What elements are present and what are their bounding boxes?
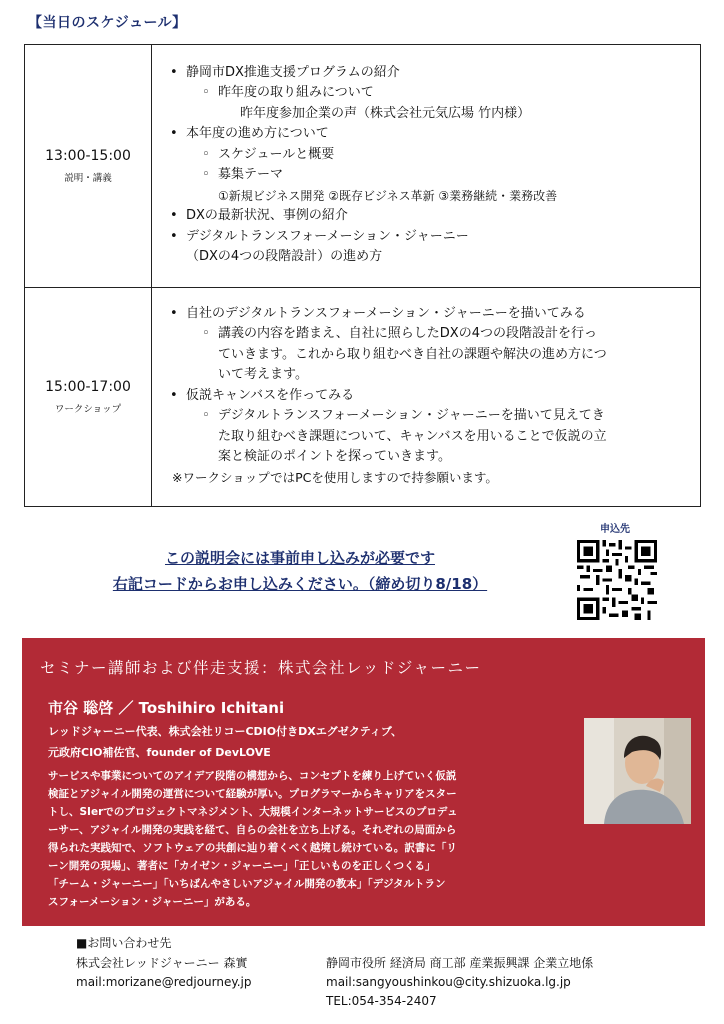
time-cell bbox=[25, 288, 152, 507]
speaker-role-line-2: 元政府CIO補佐官、founder of DevLOVE bbox=[48, 746, 271, 759]
contact-org: 株式会社レッドジャーニー 森實 bbox=[76, 956, 248, 970]
bio-line: 検証とアジャイル開発の運営について経験が厚い。プログラマーからキャリアをスター bbox=[48, 788, 457, 800]
session-type: 説明・講義 bbox=[64, 173, 112, 184]
contact-org: 静岡市役所 経済局 商工部 産業振興課 企業立地係 bbox=[326, 956, 594, 970]
list-item: ◦ スケジュールと概要 bbox=[168, 145, 690, 166]
bio-line: ーン開発の現場」、著者に「カイゼン・ジャーニー」「正しいものを正しくつくる」 bbox=[48, 860, 436, 872]
list-item: ◦ 募集テーマ bbox=[168, 165, 690, 186]
speaker-panel bbox=[22, 638, 705, 926]
list-item-continuation: （DXの4つの段階設計）の進め方 bbox=[186, 249, 383, 264]
qr-code[interactable] bbox=[577, 540, 657, 620]
list-item: • 仮説キャンバスを作ってみる bbox=[168, 386, 690, 407]
list-item-continuation: ①新規ビジネス開発 ②既存ビジネス革新 ③業務継続・業務改善 bbox=[218, 188, 558, 203]
contact-mail-link[interactable]: mail:sangyoushinkou@city.shizuoka.lg.jp bbox=[326, 975, 571, 989]
list-item: • 静岡市DX推進支援プログラムの紹介 bbox=[168, 63, 690, 84]
bio-line: 得られた実践知で、ソフトウェアの共創に辿り着くべく越境し続けている。訳書に「リ bbox=[48, 842, 457, 854]
schedule-table bbox=[24, 44, 701, 507]
speaker-name: 市谷 聡啓 ／ Toshihiro Ichitani bbox=[48, 699, 285, 717]
schedule-row-lecture bbox=[25, 45, 701, 288]
speaker-photo bbox=[584, 718, 691, 824]
time-range: 15:00-17:00 bbox=[45, 379, 131, 395]
bio-line: スフォーメーション・ジャーニー」がある。 bbox=[48, 896, 257, 908]
list-item: ◦ デジタルトランスフォーメーション・ジャーニーを描いて見えてき bbox=[168, 406, 690, 427]
list-item: • デジタルトランスフォーメーション・ジャーニー bbox=[168, 227, 690, 248]
contact-heading: ■お問い合わせ先 bbox=[76, 936, 172, 950]
contact-redjourney bbox=[76, 954, 252, 992]
bio-line: トし、SIerでのプロジェクトマネジメント、大規模インターネットサービスのプロデュ bbox=[48, 806, 458, 818]
note: ※ワークショップではPCを使用しますので持参願います。 bbox=[172, 469, 498, 485]
cta-line-2: 右記コードからお申し込みください。（締め切り8/18） bbox=[112, 575, 488, 593]
list-item-continuation: た取り組むべき課題について、キャンバスを用いることで仮説の立 bbox=[218, 428, 607, 444]
schedule-row-workshop bbox=[25, 288, 701, 507]
bio-line: ーサー、アジャイル開発の実践を経て、自らの会社を立ち上げる。それぞれの局面から bbox=[48, 824, 457, 836]
speaker-bio bbox=[48, 767, 576, 911]
content-cell bbox=[152, 45, 701, 288]
list-item-continuation: ていきます。これから取り組むべき自社の課題や解決の進め方につ bbox=[218, 346, 607, 362]
registration-notice bbox=[40, 545, 560, 597]
list-item: • 自社のデジタルトランスフォーメーション・ジャーニーを描いてみる bbox=[168, 304, 690, 325]
contact-tel: TEL:054-354-2407 bbox=[326, 994, 437, 1008]
list-item-continuation: 昨年度参加企業の声（株式会社元気広場 竹内様） bbox=[240, 105, 531, 121]
contact-mail-link[interactable]: mail:morizane@redjourney.jp bbox=[76, 975, 252, 989]
qr-label: 申込先 bbox=[600, 524, 630, 535]
content-cell bbox=[152, 288, 701, 507]
list-item-continuation: いて考えます。 bbox=[218, 367, 308, 383]
cta-line-1: この説明会には事前申し込みが必要です bbox=[164, 549, 435, 567]
time-range: 13:00-15:00 bbox=[45, 148, 131, 164]
schedule-heading: 【当日のスケジュール】 bbox=[28, 15, 187, 31]
list-item-continuation: 案と検証のポイントを探っていきます。 bbox=[218, 449, 451, 465]
speaker-section-title: セミナー講師および伴走支援：株式会社レッドジャーニー bbox=[40, 659, 482, 677]
contact-city bbox=[326, 954, 593, 1011]
bio-line: 「チーム・ジャーニー」「いちばんやさしいアジャイル開発の教本」「デジタルトラン bbox=[48, 878, 446, 890]
session-type: ワークショップ bbox=[54, 404, 122, 415]
bio-line: サービスや事業についてのアイデア段階の構想から、コンセプトを練り上げていく仮説 bbox=[48, 770, 457, 782]
time-cell bbox=[25, 45, 152, 288]
list-item: • 本年度の進め方について bbox=[168, 124, 690, 145]
list-item: ◦ 昨年度の取り組みについて bbox=[168, 83, 690, 104]
list-item: ◦ 講義の内容を踏まえ、自社に照らしたDXの4つの段階設計を行っ bbox=[168, 324, 690, 345]
list-item: • DXの最新状況、事例の紹介 bbox=[168, 206, 690, 227]
speaker-role-line-1: レッドジャーニー代表、株式会社リコーCDIO付きDXエグゼクティブ、 bbox=[48, 725, 402, 738]
